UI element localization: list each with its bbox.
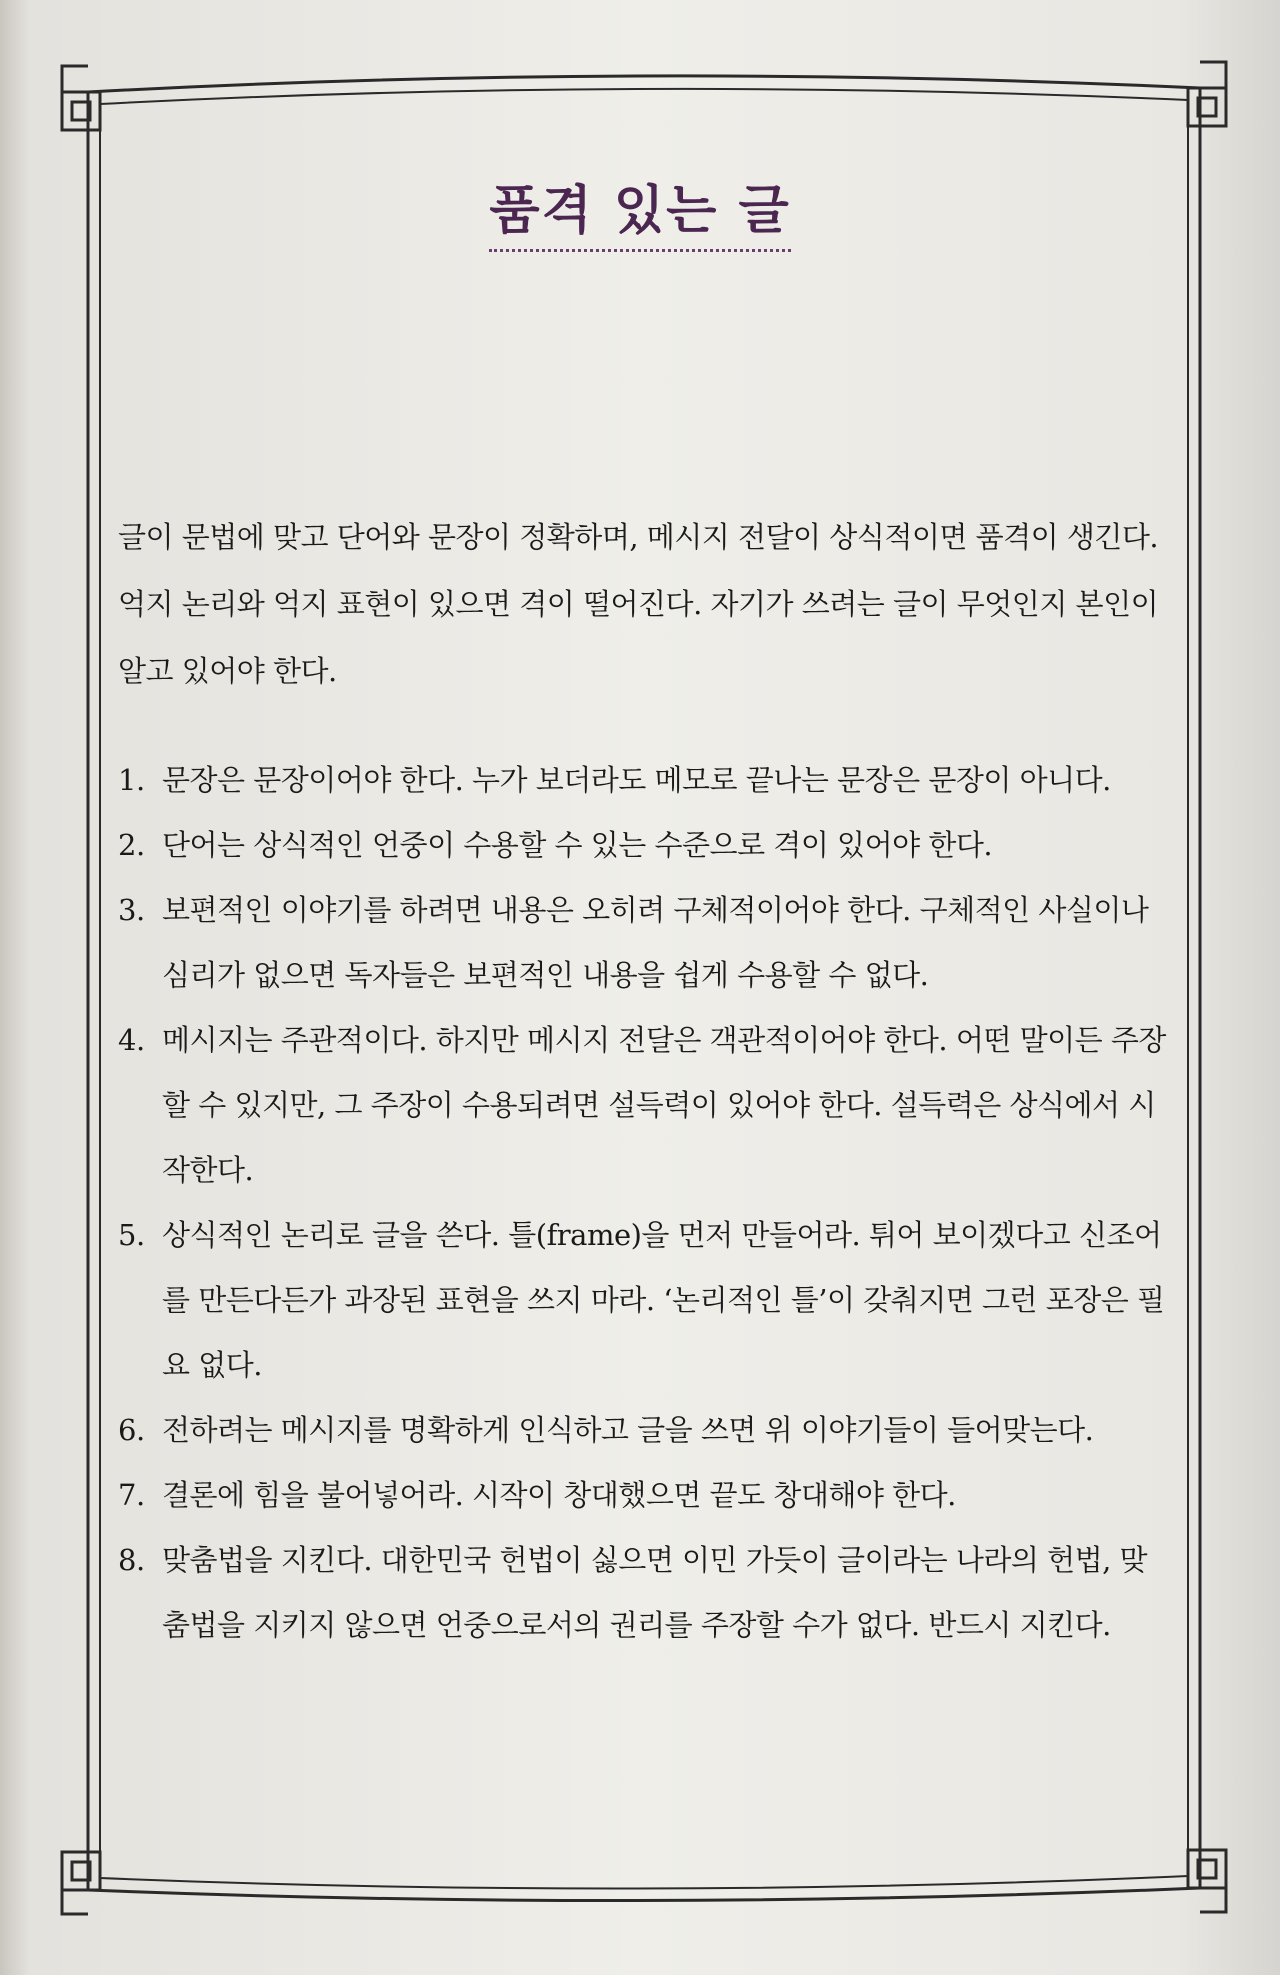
guideline-list [118, 748, 1168, 1658]
list-item [118, 813, 1168, 878]
list-item [118, 878, 1168, 1008]
list-item [118, 1528, 1168, 1658]
page-title-text: 품격 있는 글 [489, 168, 790, 252]
item-text: 메시지는 주관적이다. 하지만 메시지 전달은 객관적이어야 한다. 어떤 말이든 주장할 수 있지만, 그 주장이 수용되려면 설득력이 있어야 한다. 설득력은 상식에서 시작한다. [162, 1023, 1166, 1187]
item-text: 맞춤법을 지킨다. 대한민국 헌법이 싫으면 이민 가듯이 글이라는 나라의 헌법, 맞춤법을 지키지 않으면 언중으로서의 권리를 주장할 수가 없다. 반드시 지킨다. [162, 1543, 1148, 1642]
item-text: 상식적인 논리로 글을 쓴다. 틀(frame)을 먼저 만들어라. 튀어 보이겠다고 신조어를 만든다든가 과장된 표현을 쓰지 마라. ‘논리적인 틀’이 갖춰지면 그런 포장은 필요 없다. [162, 1218, 1165, 1382]
page-title [0, 168, 1280, 252]
item-text: 전하려는 메시지를 명확하게 인식하고 글을 쓰면 위 이야기들이 들어맞는다. [162, 1413, 1094, 1447]
list-item [118, 748, 1168, 813]
item-number: 7. [118, 1478, 145, 1512]
item-number: 2. [118, 828, 145, 862]
item-number: 4. [118, 1023, 145, 1057]
list-item [118, 1203, 1168, 1398]
intro-paragraph: 글이 문법에 맞고 단어와 문장이 정확하며, 메시지 전달이 상식적이면 품격이 생긴다. 억지 논리와 억지 표현이 있으면 격이 떨어진다. 자기가 쓰려는 글이 무엇인지 본인이 알고 있어야 한다. [118, 520, 1159, 688]
item-number: 1. [118, 763, 145, 797]
item-text: 문장은 문장이어야 한다. 누가 보더라도 메모로 끝나는 문장은 문장이 아니다. [162, 763, 1111, 797]
item-number: 3. [118, 893, 145, 927]
item-text: 단어는 상식적인 언중이 수용할 수 있는 수준으로 격이 있어야 한다. [162, 828, 993, 862]
list-item [118, 1463, 1168, 1528]
item-number: 6. [118, 1413, 145, 1447]
item-number: 5. [118, 1218, 145, 1252]
item-text: 결론에 힘을 불어넣어라. 시작이 창대했으면 끝도 창대해야 한다. [162, 1478, 956, 1512]
list-item [118, 1398, 1168, 1463]
list-item [118, 1008, 1168, 1203]
item-number: 8. [118, 1543, 145, 1577]
item-text: 보편적인 이야기를 하려면 내용은 오히려 구체적이어야 한다. 구체적인 사실이나 심리가 없으면 독자들은 보편적인 내용을 쉽게 수용할 수 없다. [162, 893, 1149, 992]
